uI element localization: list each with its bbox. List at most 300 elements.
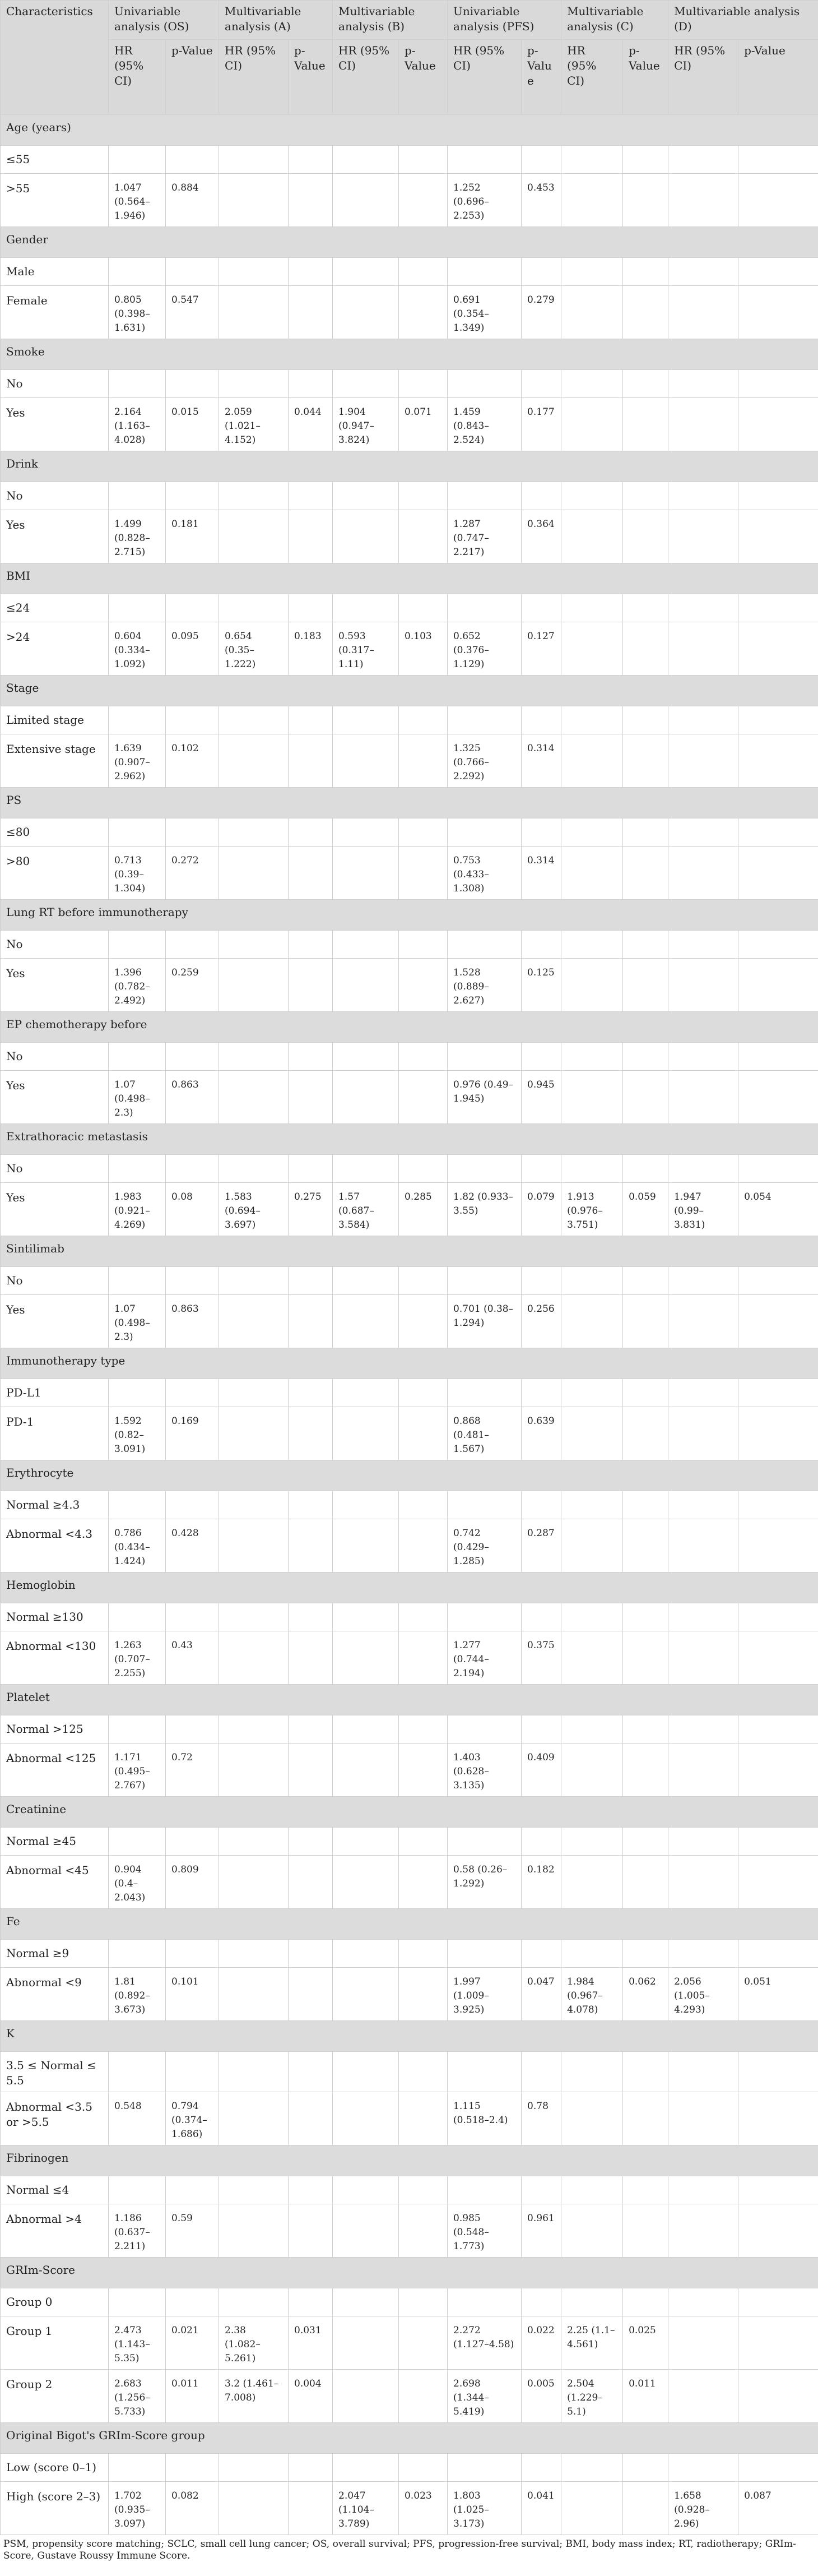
p-value-cell <box>289 1968 333 2021</box>
hr-cell <box>219 959 289 1012</box>
hr-cell <box>219 2454 289 2482</box>
hr-cell <box>561 1379 623 1407</box>
p-value-cell: 0.044 <box>289 398 333 451</box>
p-value-cell <box>738 931 818 959</box>
hr-cell <box>561 2454 623 2482</box>
hr-cell <box>561 510 623 563</box>
table-row <box>1 1295 818 1348</box>
row-label: No <box>1 1155 109 1183</box>
group-header: Multivariable analysis (C) <box>561 1 668 40</box>
section-title: Creatinine <box>1 1797 818 1828</box>
hr-cell <box>219 1828 289 1856</box>
hr-cell <box>561 2176 623 2204</box>
p-value-cell <box>289 2052 333 2092</box>
p-value-cell <box>166 1043 219 1071</box>
p-value-cell <box>738 1295 818 1348</box>
p-value-cell <box>623 2288 668 2316</box>
table-row <box>1 847 818 900</box>
p-value-cell <box>623 1603 668 1631</box>
hr-cell: 0.548 <box>109 2092 166 2145</box>
section-header-row <box>1 563 818 594</box>
section-title: PS <box>1 788 818 818</box>
hr-cell <box>333 1856 399 1909</box>
hr-cell <box>333 818 399 847</box>
row-label: ≤24 <box>1 594 109 622</box>
hr-cell <box>219 146 289 174</box>
table-row <box>1 1491 818 1519</box>
hr-cell <box>219 847 289 900</box>
p-value-cell: 0.041 <box>522 2482 561 2535</box>
hr-cell <box>333 847 399 900</box>
table-row <box>1 2370 818 2423</box>
table-row <box>1 146 818 174</box>
p-value-cell <box>623 398 668 451</box>
p-value-cell <box>738 174 818 227</box>
p-value-cell: 0.287 <box>522 1519 561 1573</box>
table-row <box>1 2092 818 2145</box>
p-value-cell <box>738 734 818 788</box>
p-value-cell <box>738 847 818 900</box>
hr-cell: 0.985 (0.548–1.773) <box>448 2204 522 2258</box>
hr-cell: 1.913 (0.976–3.751) <box>561 1183 623 1236</box>
hr-cell: 1.947 (0.99–3.831) <box>668 1183 738 1236</box>
p-value-cell <box>738 1043 818 1071</box>
p-value-cell <box>399 286 448 339</box>
hr-cell <box>448 1155 522 1183</box>
table-row <box>1 2316 818 2370</box>
hr-cell <box>561 1155 623 1183</box>
p-value-cell <box>289 1828 333 1856</box>
p-value-cell <box>399 1491 448 1519</box>
p-value-cell <box>738 1715 818 1743</box>
row-label: High (score 2–3) <box>1 2482 109 2535</box>
section-title: GRIm-Score <box>1 2258 818 2288</box>
hr-cell <box>448 482 522 510</box>
p-value-cell <box>522 1043 561 1071</box>
p-value-cell <box>738 1491 818 1519</box>
p-value-cell <box>289 1379 333 1407</box>
table-row <box>1 1715 818 1743</box>
hr-cell: 0.742 (0.429–1.285) <box>448 1519 522 1573</box>
p-value-cell <box>289 818 333 847</box>
hr-cell: 2.059 (1.021–4.152) <box>219 398 289 451</box>
hr-cell <box>668 622 738 676</box>
hr-cell <box>561 2052 623 2092</box>
p-value-cell: 0.08 <box>166 1183 219 1236</box>
table-row <box>1 2204 818 2258</box>
p-value-cell <box>623 510 668 563</box>
p-value-cell <box>738 1379 818 1407</box>
table-row <box>1 734 818 788</box>
p-value-cell <box>623 1155 668 1183</box>
hr-cell <box>333 2370 399 2423</box>
p-value-cell: 0.011 <box>166 2370 219 2423</box>
row-label: Normal ≥9 <box>1 1940 109 1968</box>
table-footnote: PSM, propensity score matching; SCLC, small cell lung cancer; OS, overall survival; PFS, progression-free survival; BMI, body mass index; RT, radiotherapy; GRIm-Score, Gustave Roussy Immune Score. <box>3 2538 796 2561</box>
p-value-cell <box>399 706 448 734</box>
p-value-cell: 0.961 <box>522 2204 561 2258</box>
p-value-cell <box>738 818 818 847</box>
hr-cell <box>561 1491 623 1519</box>
hr-cell <box>561 1043 623 1071</box>
p-value-cell: 0.087 <box>738 2482 818 2535</box>
hr-cell <box>333 959 399 1012</box>
p-value-cell <box>289 286 333 339</box>
hr-cell <box>448 1267 522 1295</box>
table-row <box>1 174 818 227</box>
hr-cell <box>668 398 738 451</box>
hr-cell <box>333 1379 399 1407</box>
hr-cell <box>333 1631 399 1685</box>
p-value-cell <box>289 1715 333 1743</box>
hr-cell <box>333 286 399 339</box>
hr-cell: 0.604 (0.334–1.092) <box>109 622 166 676</box>
row-label: Abnormal <45 <box>1 1856 109 1909</box>
p-value-cell <box>623 370 668 398</box>
row-label: Normal >125 <box>1 1715 109 1743</box>
p-value-cell <box>738 2176 818 2204</box>
hr-cell: 0.753 (0.433–1.308) <box>448 847 522 900</box>
section-title: Drink <box>1 451 818 482</box>
p-value-cell <box>289 594 333 622</box>
table-row <box>1 2176 818 2204</box>
hr-cell <box>668 1828 738 1856</box>
hr-cell <box>561 1940 623 1968</box>
p-value-cell <box>623 2052 668 2092</box>
p-value-cell <box>738 370 818 398</box>
p-value-cell <box>399 1267 448 1295</box>
hr-cell <box>109 1715 166 1743</box>
row-label: Yes <box>1 959 109 1012</box>
p-value-cell <box>522 146 561 174</box>
p-value-cell <box>623 622 668 676</box>
row-label: Yes <box>1 1071 109 1124</box>
p-value-cell: 0.103 <box>399 622 448 676</box>
hr-cell <box>219 1043 289 1071</box>
row-label: No <box>1 1267 109 1295</box>
p-value-cell <box>738 146 818 174</box>
hr-cell <box>668 2316 738 2370</box>
hr-cell <box>109 594 166 622</box>
hr-cell <box>333 1491 399 1519</box>
hr-cell <box>448 1603 522 1631</box>
p-value-cell: 0.59 <box>166 2204 219 2258</box>
p-value-cell <box>289 847 333 900</box>
hr-cell <box>561 370 623 398</box>
p-value-cell: 0.72 <box>166 1743 219 1797</box>
p-value-cell <box>166 482 219 510</box>
section-header-row <box>1 1909 818 1940</box>
section-header-row <box>1 788 818 818</box>
hr-cell: 1.277 (0.744–2.194) <box>448 1631 522 1685</box>
table-row <box>1 931 818 959</box>
row-label: 3.5 ≤ Normal ≤ 5.5 <box>1 2052 109 2092</box>
section-title: Stage <box>1 676 818 706</box>
hr-cell <box>109 370 166 398</box>
p-value-cell <box>623 1295 668 1348</box>
p-value-cell <box>289 1267 333 1295</box>
hr-cell <box>219 706 289 734</box>
table-row <box>1 2482 818 2535</box>
p-value-cell: 0.181 <box>166 510 219 563</box>
hr-cell: 1.396 (0.782–2.492) <box>109 959 166 1012</box>
p-value-cell <box>522 1715 561 1743</box>
hr-cell <box>333 1968 399 2021</box>
p-value-cell <box>623 174 668 227</box>
hr-cell: 2.683 (1.256–5.733) <box>109 2370 166 2423</box>
hr-header: HR (95% CI) <box>333 40 399 115</box>
hr-cell <box>561 1295 623 1348</box>
p-value-cell: 0.547 <box>166 286 219 339</box>
hr-cell <box>333 2204 399 2258</box>
p-value-cell <box>289 1631 333 1685</box>
section-header-row <box>1 1460 818 1491</box>
section-title: EP chemotherapy before <box>1 1012 818 1043</box>
p-value-cell <box>623 1856 668 1909</box>
table-row <box>1 818 818 847</box>
p-value-cell <box>738 1631 818 1685</box>
hr-cell <box>109 1603 166 1631</box>
p-value-cell <box>522 482 561 510</box>
p-value-cell: 0.272 <box>166 847 219 900</box>
p-value-cell <box>166 1379 219 1407</box>
hr-cell <box>219 1968 289 2021</box>
hr-cell: 1.983 (0.921–4.269) <box>109 1183 166 1236</box>
hr-cell <box>668 847 738 900</box>
hr-cell <box>333 734 399 788</box>
hr-cell <box>561 1856 623 1909</box>
p-value-cell <box>166 1155 219 1183</box>
p-header: p-Value <box>738 40 818 115</box>
p-value-cell: 0.182 <box>522 1856 561 1909</box>
hr-cell <box>668 1631 738 1685</box>
table-row <box>1 370 818 398</box>
p-value-cell <box>399 959 448 1012</box>
p-value-cell: 0.051 <box>738 1968 818 2021</box>
p-value-cell <box>399 1828 448 1856</box>
hr-cell <box>333 1155 399 1183</box>
section-title: Gender <box>1 227 818 258</box>
p-value-cell <box>522 258 561 286</box>
row-label: Group 0 <box>1 2288 109 2316</box>
p-header: p-Value <box>166 40 219 115</box>
hr-cell <box>109 706 166 734</box>
p-value-cell <box>289 2454 333 2482</box>
hr-cell <box>561 959 623 1012</box>
p-value-cell: 0.256 <box>522 1295 561 1348</box>
p-value-cell <box>289 174 333 227</box>
hr-cell <box>219 370 289 398</box>
hr-cell <box>668 2204 738 2258</box>
section-title: Hemoglobin <box>1 1573 818 1603</box>
p-value-cell: 0.78 <box>522 2092 561 2145</box>
p-value-cell <box>399 2316 448 2370</box>
hr-cell <box>333 1071 399 1124</box>
p-value-cell: 0.079 <box>522 1183 561 1236</box>
hr-cell <box>668 1155 738 1183</box>
p-value-cell <box>399 1071 448 1124</box>
p-value-cell <box>289 1071 333 1124</box>
p-value-cell <box>399 594 448 622</box>
hr-cell <box>333 931 399 959</box>
p-value-cell: 0.023 <box>399 2482 448 2535</box>
row-label: Extensive stage <box>1 734 109 788</box>
p-value-cell <box>166 1267 219 1295</box>
section-title: Erythrocyte <box>1 1460 818 1491</box>
hr-cell <box>561 146 623 174</box>
p-value-cell <box>399 1940 448 1968</box>
hr-cell <box>109 2052 166 2092</box>
hr-cell <box>109 1940 166 1968</box>
hr-cell: 1.403 (0.628–3.135) <box>448 1743 522 1797</box>
hr-cell <box>668 2176 738 2204</box>
hr-cell: 0.691 (0.354–1.349) <box>448 286 522 339</box>
hr-cell <box>448 1043 522 1071</box>
p-value-cell <box>738 1407 818 1460</box>
hr-cell: 2.504 (1.229–5.1) <box>561 2370 623 2423</box>
hr-cell: 1.287 (0.747–2.217) <box>448 510 522 563</box>
hr-cell <box>219 1267 289 1295</box>
hr-cell <box>448 1828 522 1856</box>
hr-cell: 2.38 (1.082–5.261) <box>219 2316 289 2370</box>
p-value-cell <box>289 510 333 563</box>
p-value-cell <box>623 734 668 788</box>
hr-cell <box>448 1715 522 1743</box>
p-value-cell <box>399 2454 448 2482</box>
p-value-cell <box>289 1295 333 1348</box>
p-value-cell <box>738 258 818 286</box>
p-value-cell <box>522 1828 561 1856</box>
p-value-cell <box>399 370 448 398</box>
p-value-cell <box>623 1043 668 1071</box>
p-value-cell <box>738 1603 818 1631</box>
p-value-cell <box>623 2176 668 2204</box>
p-value-cell <box>623 482 668 510</box>
hr-cell <box>448 1491 522 1519</box>
table-row <box>1 1631 818 1685</box>
p-value-cell <box>166 1603 219 1631</box>
hr-cell <box>219 1379 289 1407</box>
hr-cell <box>448 146 522 174</box>
p-value-cell: 0.314 <box>522 847 561 900</box>
table-row <box>1 2288 818 2316</box>
hr-cell <box>668 734 738 788</box>
hr-cell <box>561 2204 623 2258</box>
p-value-cell <box>522 1940 561 1968</box>
p-value-cell <box>399 1155 448 1183</box>
hr-cell <box>333 594 399 622</box>
hr-cell <box>109 1491 166 1519</box>
p-value-cell <box>289 2482 333 2535</box>
hr-cell <box>109 2288 166 2316</box>
row-label: Abnormal <125 <box>1 1743 109 1797</box>
hr-cell <box>109 818 166 847</box>
hr-cell: 1.997 (1.009–3.925) <box>448 1968 522 2021</box>
section-header-row <box>1 451 818 482</box>
table-body <box>1 115 818 2535</box>
section-header-row <box>1 1236 818 1267</box>
table-row <box>1 1828 818 1856</box>
section-header-row <box>1 900 818 931</box>
hr-cell: 1.82 (0.933–3.55) <box>448 1183 522 1236</box>
hr-cell <box>219 286 289 339</box>
row-label: Abnormal >4 <box>1 2204 109 2258</box>
p-value-cell: 0.102 <box>166 734 219 788</box>
p-value-cell <box>522 1603 561 1631</box>
hr-cell <box>448 370 522 398</box>
hr-cell: 0.58 (0.26–1.292) <box>448 1856 522 1909</box>
p-value-cell <box>166 594 219 622</box>
table-row <box>1 2454 818 2482</box>
hr-cell <box>219 482 289 510</box>
p-value-cell <box>289 1856 333 1909</box>
hr-cell <box>219 258 289 286</box>
p-value-cell <box>289 146 333 174</box>
p-value-cell <box>166 1828 219 1856</box>
hr-cell: 1.252 (0.696–2.253) <box>448 174 522 227</box>
table-row <box>1 1968 818 2021</box>
p-value-cell <box>399 1631 448 1685</box>
p-value-cell <box>623 847 668 900</box>
p-value-cell <box>166 2052 219 2092</box>
p-value-cell <box>738 2092 818 2145</box>
p-value-cell: 0.285 <box>399 1183 448 1236</box>
hr-cell <box>333 2176 399 2204</box>
hr-cell <box>561 2092 623 2145</box>
hr-cell <box>668 286 738 339</box>
table-row <box>1 510 818 563</box>
p-value-cell: 0.314 <box>522 734 561 788</box>
hr-cell <box>333 146 399 174</box>
hr-cell <box>219 2092 289 2145</box>
group-header: Univariable analysis (PFS) <box>448 1 561 40</box>
hr-cell <box>219 2204 289 2258</box>
p-value-cell <box>623 1071 668 1124</box>
hr-cell <box>668 931 738 959</box>
table-row <box>1 706 818 734</box>
hr-cell <box>668 2454 738 2482</box>
hr-cell <box>109 1828 166 1856</box>
row-label: >55 <box>1 174 109 227</box>
hr-cell <box>561 1519 623 1573</box>
p-value-cell <box>399 510 448 563</box>
hr-cell: 0.654 (0.35–1.222) <box>219 622 289 676</box>
p-value-cell <box>738 1519 818 1573</box>
hr-cell <box>219 1155 289 1183</box>
hr-cell <box>219 1940 289 1968</box>
hr-cell <box>668 1715 738 1743</box>
section-header-row <box>1 1124 818 1155</box>
section-header-row <box>1 1797 818 1828</box>
p-value-cell <box>522 1155 561 1183</box>
p-value-cell <box>399 2092 448 2145</box>
p-value-cell <box>399 2052 448 2092</box>
hr-cell <box>219 818 289 847</box>
p-value-cell: 0.022 <box>522 2316 561 2370</box>
p-value-cell <box>738 594 818 622</box>
table-row <box>1 398 818 451</box>
hr-cell <box>109 482 166 510</box>
p-value-cell <box>738 706 818 734</box>
hr-cell <box>333 174 399 227</box>
p-value-cell <box>522 2052 561 2092</box>
hr-cell <box>448 931 522 959</box>
hr-cell <box>333 1828 399 1856</box>
row-label: Normal ≥130 <box>1 1603 109 1631</box>
hr-cell <box>561 1267 623 1295</box>
hr-cell <box>219 594 289 622</box>
p-value-cell <box>399 818 448 847</box>
